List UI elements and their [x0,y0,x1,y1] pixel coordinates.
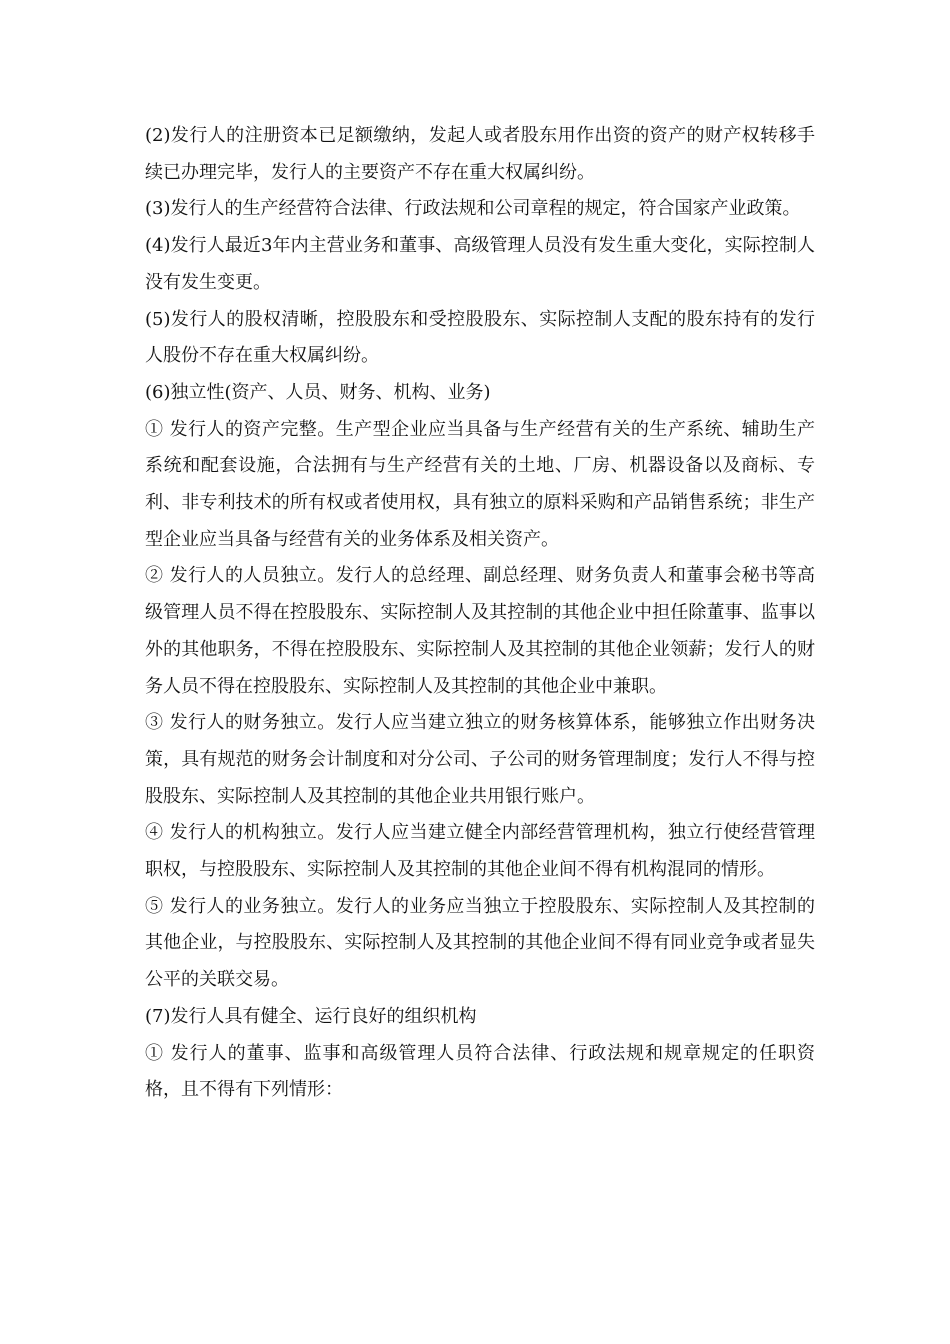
paragraph-governance-heading: (7)发行人具有健全、运行良好的组织机构 [145,1005,477,1027]
paragraph-asset-independence: ① 发行人的资产完整。生产型企业应当具备与生产经营有关的生产系统、辅助生产系统和配套设施，合法拥有与生产经营有关的土地、厂房、机器设备以及商标、专利、非专利技术的所有权或者使用权，具有独立的原料采购和产品销售系统；非生产型企业应当具备与经营有关的业务体系及相关资产。 [145,418,815,550]
paragraph-legal-compliance: (3)发行人的生产经营符合法律、行政法规和公司章程的规定，符合国家产业政策。 [145,198,801,220]
document-body [145,118,815,1109]
paragraph-clear-equity: (5)发行人的股权清晰，控股股东和受控股股东、实际控制人支配的股东持有的发行人股份不存在重大权属纠纷。 [145,308,815,367]
paragraph-business-independence: ⑤ 发行人的业务独立。发行人的业务应当独立于控股股东、实际控制人及其控制的其他企业，与控股股东、实际控制人及其控制的其他企业间不得有同业竞争或者显失公平的关联交易。 [145,895,815,991]
paragraph-stable-business: (4)发行人最近3年内主营业务和董事、高级管理人员没有发生重大变化，实际控制人没有发生变更。 [145,235,815,293]
paragraph-financial-independence: ③ 发行人的财务独立。发行人应当建立独立的财务核算体系，能够独立作出财务决策，具有规范的财务会计制度和对分公司、子公司的财务管理制度；发行人不得与控股股东、实际控制人及其控制的其他企业共用银行账户。 [145,712,815,807]
paragraph-registered-capital: (2)发行人的注册资本已足额缴纳，发起人或者股东用作出资的资产的财产权转移手续已办理完毕，发行人的主要资产不存在重大权属纠纷。 [145,125,815,183]
paragraph-personnel-independence: ② 发行人的人员独立。发行人的总经理、副总经理、财务负责人和董事会秘书等高级管理人员不得在控股股东、实际控制人及其控制的其他企业中担任除董事、监事以外的其他职务，不得在控股股东、实际控制人及其控制的其他企业领薪；发行人的财务人员不得在控股股东、实际控制人及其控制的其他企业中兼职。 [145,565,815,697]
paragraph-independence-heading: (6)独立性(资产、人员、财务、机构、业务) [145,381,491,403]
paragraph-director-qualification: ① 发行人的董事、监事和高级管理人员符合法律、行政法规和规章规定的任职资格，且不得有下列情形： [145,1042,815,1101]
paragraph-organization-independence: ④ 发行人的机构独立。发行人应当建立健全内部经营管理机构，独立行使经营管理职权，与控股股东、实际控制人及其控制的其他企业间不得有机构混同的情形。 [145,822,815,881]
